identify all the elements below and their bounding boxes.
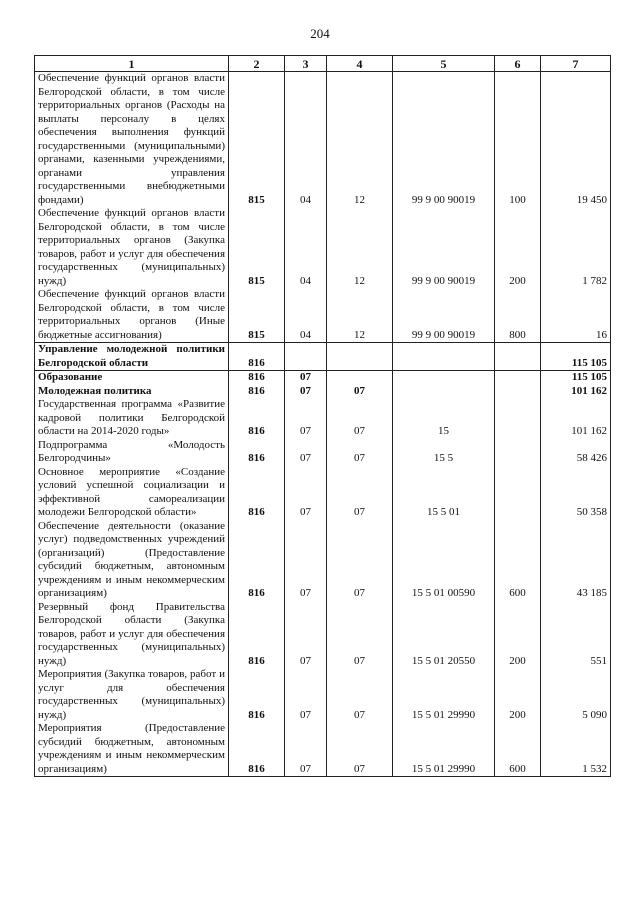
section-code: 07 [285, 371, 327, 385]
section-code: 04 [285, 72, 327, 208]
table-row [35, 668, 611, 722]
header-col-7: 7 [541, 56, 611, 72]
ministry-code: 816 [229, 371, 285, 385]
amount: 101 162 [541, 398, 611, 439]
section-code: 07 [285, 722, 327, 777]
expense-type-code: 800 [495, 288, 541, 343]
ministry-code: 816 [229, 601, 285, 669]
ministry-code: 815 [229, 207, 285, 288]
target-article-code: 15 5 01 29990 [393, 722, 495, 777]
amount: 115 105 [541, 343, 611, 371]
row-description: Основное мероприятие «Создание условий успешной социализации и эффективной самореализации молодежи Белгородской области» [35, 466, 229, 520]
expense-type-code: 600 [495, 520, 541, 601]
header-col-1: 1 [35, 56, 229, 72]
amount: 50 358 [541, 466, 611, 520]
expense-type-code [495, 466, 541, 520]
subsection-code: 07 [327, 668, 393, 722]
expense-type-code [495, 398, 541, 439]
amount: 551 [541, 601, 611, 669]
target-article-code: 99 9 00 90019 [393, 207, 495, 288]
target-article-code [393, 343, 495, 371]
page-number: 204 [310, 26, 330, 41]
section-code: 07 [285, 398, 327, 439]
ministry-code: 815 [229, 288, 285, 343]
amount: 58 426 [541, 439, 611, 466]
target-article-code: 15 5 01 00590 [393, 520, 495, 601]
row-description: Образование [35, 371, 229, 385]
subsection-code: 07 [327, 398, 393, 439]
subsection-code: 07 [327, 601, 393, 669]
subsection-code: 12 [327, 288, 393, 343]
expense-type-code: 200 [495, 207, 541, 288]
expense-type-code: 200 [495, 601, 541, 669]
section-code: 04 [285, 207, 327, 288]
table-row [35, 371, 611, 385]
target-article-code: 15 [393, 398, 495, 439]
row-description: Обеспечение функций органов власти Белгородской области, в том числе территориальных органов (Иные бюджетные ассигнования) [35, 288, 229, 343]
row-description: Подпрограмма «Молодость Белгородчины» [35, 439, 229, 466]
target-article-code [393, 385, 495, 399]
header-col-4: 4 [327, 56, 393, 72]
target-article-code [393, 371, 495, 385]
target-article-code: 15 5 01 29990 [393, 668, 495, 722]
subsection-code: 07 [327, 385, 393, 399]
section-code: 07 [285, 520, 327, 601]
table-row [35, 207, 611, 288]
ministry-code: 816 [229, 466, 285, 520]
amount: 5 090 [541, 668, 611, 722]
section-code: 07 [285, 466, 327, 520]
subsection-code: 12 [327, 207, 393, 288]
target-article-code: 15 5 [393, 439, 495, 466]
ministry-code: 816 [229, 398, 285, 439]
budget-table [34, 55, 611, 777]
expense-type-code: 200 [495, 668, 541, 722]
row-description: Обеспечение функций органов власти Белгородской области, в том числе территориальных органов (Расходы на выплаты персоналу в целях обеспечения выполнения функций государственными (муниципальными) органами, казенными учреждениями, органами управления государственными внебюджетными фондами) [35, 72, 229, 208]
table-row [35, 601, 611, 669]
row-description: Обеспечение деятельности (оказание услуг) подведомственных учреждений (организаций) (Предоставление субсидий бюджетным, автономным учреждениям и иным некоммерческим организациям) [35, 520, 229, 601]
table-row [35, 520, 611, 601]
subsection-code: 12 [327, 72, 393, 208]
header-col-5: 5 [393, 56, 495, 72]
ministry-code: 816 [229, 722, 285, 777]
target-article-code: 99 9 00 90019 [393, 72, 495, 208]
expense-type-code: 600 [495, 722, 541, 777]
amount: 115 105 [541, 371, 611, 385]
expense-type-code [495, 439, 541, 466]
header-col-2: 2 [229, 56, 285, 72]
row-description: Государственная программа «Развитие кадровой политики Белгородской области на 2014-2020 годы» [35, 398, 229, 439]
expense-type-code [495, 385, 541, 399]
subsection-code: 07 [327, 722, 393, 777]
row-description: Управление молодежной политики Белгородской области [35, 343, 229, 371]
row-description: Резервный фонд Правительства Белгородской области (Закупка товаров, работ и услуг для обеспечения государственных (муниципальных) нужд) [35, 601, 229, 669]
expense-type-code [495, 371, 541, 385]
ministry-code: 816 [229, 520, 285, 601]
amount: 101 162 [541, 385, 611, 399]
header-col-3: 3 [285, 56, 327, 72]
ministry-code: 816 [229, 343, 285, 371]
subsection-code: 07 [327, 520, 393, 601]
amount: 43 185 [541, 520, 611, 601]
expense-type-code: 100 [495, 72, 541, 208]
ministry-code: 816 [229, 385, 285, 399]
amount: 1 532 [541, 722, 611, 777]
subsection-code [327, 343, 393, 371]
table-row [35, 343, 611, 371]
row-description: Обеспечение функций органов власти Белгородской области, в том числе территориальных органов (Закупка товаров, работ и услуг для обеспечения государственных (муниципальных) нужд) [35, 207, 229, 288]
section-code [285, 343, 327, 371]
ministry-code: 815 [229, 72, 285, 208]
table-row [35, 385, 611, 399]
table-row [35, 72, 611, 208]
section-code: 04 [285, 288, 327, 343]
expense-type-code [495, 343, 541, 371]
subsection-code: 07 [327, 466, 393, 520]
subsection-code: 07 [327, 439, 393, 466]
row-description: Мероприятия (Закупка товаров, работ и услуг для обеспечения государственных (муниципальных) нужд) [35, 668, 229, 722]
amount: 16 [541, 288, 611, 343]
header-col-6: 6 [495, 56, 541, 72]
section-code: 07 [285, 601, 327, 669]
table-row [35, 288, 611, 343]
section-code: 07 [285, 668, 327, 722]
table-row [35, 439, 611, 466]
row-description: Молодежная политика [35, 385, 229, 399]
amount: 19 450 [541, 72, 611, 208]
table-row [35, 398, 611, 439]
section-code: 07 [285, 439, 327, 466]
ministry-code: 816 [229, 439, 285, 466]
target-article-code: 99 9 00 90019 [393, 288, 495, 343]
amount: 1 782 [541, 207, 611, 288]
target-article-code: 15 5 01 [393, 466, 495, 520]
subsection-code [327, 371, 393, 385]
table-row [35, 722, 611, 777]
section-code: 07 [285, 385, 327, 399]
row-description: Мероприятия (Предоставление субсидий бюджетным, автономным учреждениям и иным некоммерческим организациям) [35, 722, 229, 777]
target-article-code: 15 5 01 20550 [393, 601, 495, 669]
table-header-row [35, 56, 611, 72]
ministry-code: 816 [229, 668, 285, 722]
table-row [35, 466, 611, 520]
